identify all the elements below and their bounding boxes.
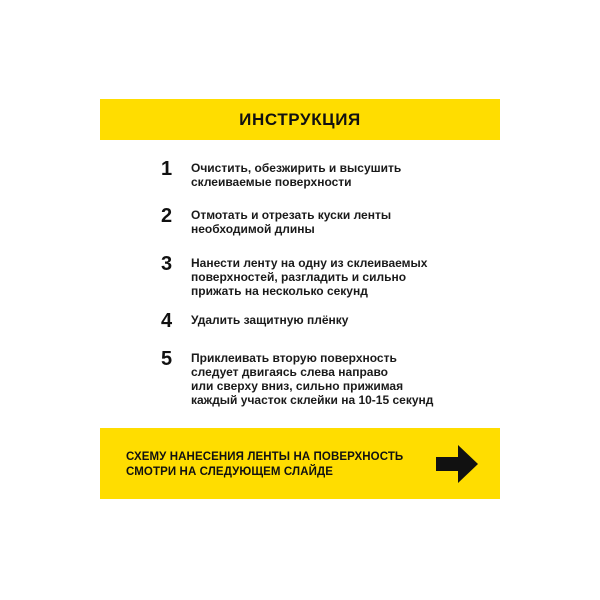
step-item-4	[161, 311, 481, 331]
header-banner	[100, 99, 500, 140]
page-title: ИНСТРУКЦИЯ	[239, 110, 361, 129]
step-text: Отмотать и отрезать куски ленты необходимой длины	[191, 208, 392, 236]
footer-notice: СХЕМУ НАНЕСЕНИЯ ЛЕНТЫ НА ПОВЕРХНОСТЬ СМОТРИ НА СЛЕДУЮЩЕМ СЛАЙДЕ	[126, 451, 404, 478]
step-text: Удалить защитную плёнку	[191, 313, 349, 327]
step-number: 2	[161, 205, 173, 227]
step-number: 1	[161, 158, 173, 180]
step-number: 4	[161, 310, 173, 332]
footer-banner	[100, 428, 500, 499]
step-item-2	[161, 206, 481, 236]
step-item-3	[161, 254, 481, 298]
step-text: Приклеивать вторую поверхность следует двигаясь слева направо или сверху вниз, сильно прижимая каждый участок склейки на 10-15 секунд	[191, 351, 434, 407]
step-number: 3	[161, 253, 173, 275]
arrow-right-icon	[436, 445, 478, 483]
step-text: Очистить, обезжирить и высушить склеиваемые поверхности	[191, 161, 402, 189]
step-item-5	[161, 349, 481, 407]
step-text: Нанести ленту на одну из склеиваемых поверхностей, разгладить и сильно прижать на несколько секунд	[191, 256, 428, 298]
step-number: 5	[161, 348, 173, 370]
step-item-1	[161, 159, 481, 189]
